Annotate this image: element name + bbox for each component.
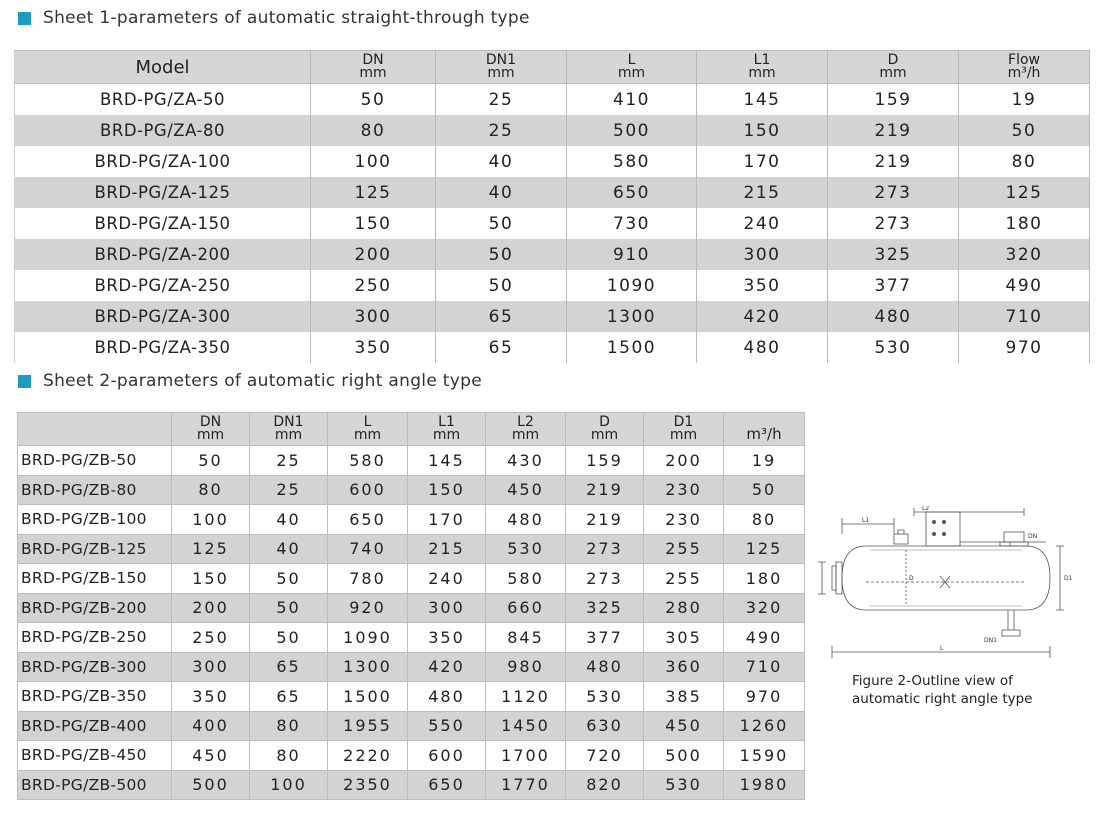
table-row [18, 505, 805, 535]
table-cell: 350 [172, 682, 250, 712]
table-cell: 50 [959, 115, 1090, 146]
table-cell: 80 [250, 711, 328, 741]
sheet2-table [17, 412, 805, 800]
column-header: D mm [828, 51, 959, 84]
model-cell: BRD-PG/ZB-50 [18, 446, 172, 476]
table-cell: 50 [250, 593, 328, 623]
table-cell: 80 [311, 115, 436, 146]
table-cell: 920 [328, 593, 408, 623]
outline-drawing [814, 506, 1076, 662]
table-cell: 50 [436, 239, 567, 270]
table-cell: 50 [436, 270, 567, 301]
figure-caption-line: Figure 2-Outline view of [852, 673, 1013, 689]
table-cell: 600 [328, 475, 408, 505]
model-cell: BRD-PG/ZB-200 [18, 593, 172, 623]
table-cell: 580 [567, 146, 697, 177]
table-cell: 219 [566, 505, 644, 535]
table-row [15, 301, 1090, 332]
table-cell: 400 [172, 711, 250, 741]
table-cell: 65 [250, 682, 328, 712]
column-header: DN mm [172, 413, 250, 446]
tank-inner-line [870, 550, 1022, 606]
model-cell: BRD-PG/ZA-150 [15, 208, 311, 239]
sheet1-title [18, 8, 530, 28]
table-cell: 50 [250, 623, 328, 653]
table-cell: 630 [566, 711, 644, 741]
inlet-flange [836, 562, 842, 594]
table-cell: 219 [566, 475, 644, 505]
column-header: DN mm [311, 51, 436, 84]
table-row [15, 177, 1090, 208]
table-cell: 100 [250, 770, 328, 800]
column-header: L mm [567, 51, 697, 84]
table-cell: 215 [408, 534, 486, 564]
table-cell: 530 [486, 534, 566, 564]
model-cell: BRD-PG/ZB-500 [18, 770, 172, 800]
table-cell: 410 [567, 84, 697, 116]
table-row [15, 239, 1090, 270]
table-cell: 50 [250, 564, 328, 594]
table-cell: 780 [328, 564, 408, 594]
table-cell: 350 [697, 270, 828, 301]
table-cell: 273 [828, 208, 959, 239]
table-cell: 255 [644, 534, 724, 564]
dim-label-l2: L2 [922, 506, 930, 512]
dim-label-d1: D1 [1064, 575, 1073, 582]
drain-pipe [1008, 610, 1014, 630]
table-cell: 19 [724, 446, 805, 476]
table-cell: 480 [486, 505, 566, 535]
column-header: D1 mm [644, 413, 724, 446]
table-cell: 1500 [328, 682, 408, 712]
table-cell: 273 [566, 534, 644, 564]
table-cell: 740 [328, 534, 408, 564]
table-cell: 480 [566, 652, 644, 682]
table-cell: 820 [566, 770, 644, 800]
table-cell: 360 [644, 652, 724, 682]
model-cell: BRD-PG/ZA-100 [15, 146, 311, 177]
column-header: m³/h [724, 413, 805, 446]
table-cell: 150 [311, 208, 436, 239]
model-cell: BRD-PG/ZA-80 [15, 115, 311, 146]
model-cell: BRD-PG/ZB-100 [18, 505, 172, 535]
table-cell: 159 [566, 446, 644, 476]
sheet1-title-text: Sheet 1-parameters of automatic straight-through type [43, 8, 530, 28]
model-cell: BRD-PG/ZB-400 [18, 711, 172, 741]
table-cell: 1260 [724, 711, 805, 741]
table-cell: 250 [172, 623, 250, 653]
table-cell: 970 [724, 682, 805, 712]
table-cell: 490 [724, 623, 805, 653]
table-cell: 1955 [328, 711, 408, 741]
table-row [18, 593, 805, 623]
table-cell: 125 [724, 534, 805, 564]
model-cell: BRD-PG/ZB-300 [18, 652, 172, 682]
table-cell: 1770 [486, 770, 566, 800]
table-cell: 40 [436, 177, 567, 208]
dim-label-d: D [909, 575, 914, 582]
table-cell: 19 [959, 84, 1090, 116]
table-cell: 2220 [328, 741, 408, 771]
table-cell: 530 [828, 332, 959, 363]
column-header: L2 mm [486, 413, 566, 446]
table-cell: 500 [644, 741, 724, 771]
table-cell: 65 [250, 652, 328, 682]
controller-box [926, 512, 960, 546]
table-cell: 25 [250, 475, 328, 505]
table-row [18, 770, 805, 800]
table-cell: 240 [408, 564, 486, 594]
dim-label-l1: L1 [862, 517, 870, 524]
table-cell: 650 [408, 770, 486, 800]
table-cell: 1500 [567, 332, 697, 363]
valve [894, 534, 908, 544]
table-cell: 230 [644, 475, 724, 505]
table-row [15, 146, 1090, 177]
dim-label-dn: DN [1028, 533, 1038, 540]
table-cell: 500 [172, 770, 250, 800]
model-cell: BRD-PG/ZB-250 [18, 623, 172, 653]
table-cell: 377 [828, 270, 959, 301]
table-cell: 1090 [328, 623, 408, 653]
table-cell: 420 [408, 652, 486, 682]
table-cell: 65 [436, 332, 567, 363]
table-cell: 1120 [486, 682, 566, 712]
table-cell: 650 [328, 505, 408, 535]
table-row [18, 564, 805, 594]
column-header: L1 mm [697, 51, 828, 84]
model-cell: BRD-PG/ZB-350 [18, 682, 172, 712]
section-marker-icon [18, 375, 31, 388]
table-cell: 1700 [486, 741, 566, 771]
table-cell: 50 [311, 84, 436, 116]
table-cell: 650 [567, 177, 697, 208]
table-cell: 230 [644, 505, 724, 535]
table-cell: 50 [724, 475, 805, 505]
table-cell: 40 [250, 534, 328, 564]
table-cell: 320 [959, 239, 1090, 270]
column-header: L1 mm [408, 413, 486, 446]
column-header: DN1 mm [250, 413, 328, 446]
table-cell: 145 [697, 84, 828, 116]
figure-caption-line: automatic right angle type [852, 691, 1033, 707]
table-cell: 1090 [567, 270, 697, 301]
table-cell: 100 [172, 505, 250, 535]
model-cell: BRD-PG/ZA-200 [15, 239, 311, 270]
table-cell: 180 [724, 564, 805, 594]
table-cell: 300 [172, 652, 250, 682]
table-cell: 325 [828, 239, 959, 270]
table-cell: 219 [828, 115, 959, 146]
table-cell: 385 [644, 682, 724, 712]
table-cell: 420 [697, 301, 828, 332]
table-cell: 170 [408, 505, 486, 535]
table-cell: 1980 [724, 770, 805, 800]
table-row [15, 115, 1090, 146]
table-cell: 255 [644, 564, 724, 594]
model-cell: BRD-PG/ZB-80 [18, 475, 172, 505]
table-row [18, 711, 805, 741]
model-cell: BRD-PG/ZA-250 [15, 270, 311, 301]
section-marker-icon [18, 12, 31, 25]
table-cell: 600 [408, 741, 486, 771]
table-row [15, 84, 1090, 116]
figure-caption [852, 672, 1082, 708]
table-cell: 580 [328, 446, 408, 476]
table-cell: 1590 [724, 741, 805, 771]
table-cell: 200 [644, 446, 724, 476]
column-header: Flow m³/h [959, 51, 1090, 84]
table-cell: 350 [311, 332, 436, 363]
model-cell: BRD-PG/ZB-450 [18, 741, 172, 771]
table-cell: 500 [567, 115, 697, 146]
model-cell: BRD-PG/ZA-300 [15, 301, 311, 332]
table-cell: 325 [566, 593, 644, 623]
table-cell: 377 [566, 623, 644, 653]
table-cell: 125 [959, 177, 1090, 208]
outlet-flange [1004, 532, 1024, 542]
table-cell: 300 [697, 239, 828, 270]
table-cell: 300 [408, 593, 486, 623]
table-cell: 150 [408, 475, 486, 505]
table-cell: 273 [566, 564, 644, 594]
model-cell: BRD-PG/ZA-50 [15, 84, 311, 116]
table-cell: 159 [828, 84, 959, 116]
table-cell: 530 [566, 682, 644, 712]
model-cell: BRD-PG/ZA-350 [15, 332, 311, 363]
table-cell: 305 [644, 623, 724, 653]
table-cell: 450 [486, 475, 566, 505]
table-cell: 25 [436, 115, 567, 146]
table-cell: 580 [486, 564, 566, 594]
table-cell: 25 [250, 446, 328, 476]
table-cell: 240 [697, 208, 828, 239]
table-cell: 50 [436, 208, 567, 239]
table-cell: 845 [486, 623, 566, 653]
table-row [18, 534, 805, 564]
table-cell: 660 [486, 593, 566, 623]
table-cell: 320 [724, 593, 805, 623]
table-cell: 710 [959, 301, 1090, 332]
table-cell: 730 [567, 208, 697, 239]
table-row [18, 652, 805, 682]
model-cell: BRD-PG/ZA-125 [15, 177, 311, 208]
table-cell: 280 [644, 593, 724, 623]
table-cell: 910 [567, 239, 697, 270]
sheet2-title [18, 371, 482, 391]
table-cell: 2350 [328, 770, 408, 800]
table-cell: 100 [311, 146, 436, 177]
table-cell: 80 [959, 146, 1090, 177]
table-cell: 40 [250, 505, 328, 535]
column-header: L mm [328, 413, 408, 446]
table-cell: 350 [408, 623, 486, 653]
sheet1-table [14, 50, 1090, 363]
table-cell: 273 [828, 177, 959, 208]
table-cell: 980 [486, 652, 566, 682]
column-header: DN1 mm [436, 51, 567, 84]
table-cell: 25 [436, 84, 567, 116]
dim-label-l: L [940, 645, 944, 652]
sheet2-title-text: Sheet 2-parameters of automatic right angle type [43, 371, 482, 391]
table-cell: 40 [436, 146, 567, 177]
table-cell: 200 [311, 239, 436, 270]
table-cell: 450 [644, 711, 724, 741]
table-cell: 80 [724, 505, 805, 535]
model-cell: BRD-PG/ZB-125 [18, 534, 172, 564]
table-cell: 200 [172, 593, 250, 623]
table-cell: 170 [697, 146, 828, 177]
table-cell: 1300 [567, 301, 697, 332]
table-row [18, 741, 805, 771]
column-header [18, 413, 172, 446]
table-cell: 490 [959, 270, 1090, 301]
table-row [18, 446, 805, 476]
table-cell: 180 [959, 208, 1090, 239]
table-header-row [15, 51, 1090, 84]
table-row [15, 208, 1090, 239]
table-cell: 65 [436, 301, 567, 332]
table-cell: 1450 [486, 711, 566, 741]
table-cell: 430 [486, 446, 566, 476]
table-row [18, 682, 805, 712]
table-row [15, 270, 1090, 301]
table-cell: 710 [724, 652, 805, 682]
table-cell: 480 [828, 301, 959, 332]
table-cell: 250 [311, 270, 436, 301]
table-row [18, 475, 805, 505]
table-cell: 145 [408, 446, 486, 476]
table-cell: 300 [311, 301, 436, 332]
table-cell: 50 [172, 446, 250, 476]
table-cell: 450 [172, 741, 250, 771]
table-cell: 550 [408, 711, 486, 741]
table-cell: 80 [172, 475, 250, 505]
dim-label-dn1: DN1 [984, 637, 997, 644]
table-cell: 720 [566, 741, 644, 771]
column-header: Model [15, 51, 311, 84]
table-cell: 530 [644, 770, 724, 800]
table-cell: 150 [697, 115, 828, 146]
table-cell: 125 [172, 534, 250, 564]
table-cell: 480 [408, 682, 486, 712]
table-cell: 970 [959, 332, 1090, 363]
table-row [18, 623, 805, 653]
table-header-row [18, 413, 805, 446]
table-cell: 150 [172, 564, 250, 594]
table-cell: 80 [250, 741, 328, 771]
table-cell: 480 [697, 332, 828, 363]
table-cell: 1300 [328, 652, 408, 682]
model-cell: BRD-PG/ZB-150 [18, 564, 172, 594]
table-cell: 219 [828, 146, 959, 177]
table-cell: 125 [311, 177, 436, 208]
table-cell: 215 [697, 177, 828, 208]
table-row [15, 332, 1090, 363]
column-header: D mm [566, 413, 644, 446]
tank-body [842, 546, 1050, 610]
